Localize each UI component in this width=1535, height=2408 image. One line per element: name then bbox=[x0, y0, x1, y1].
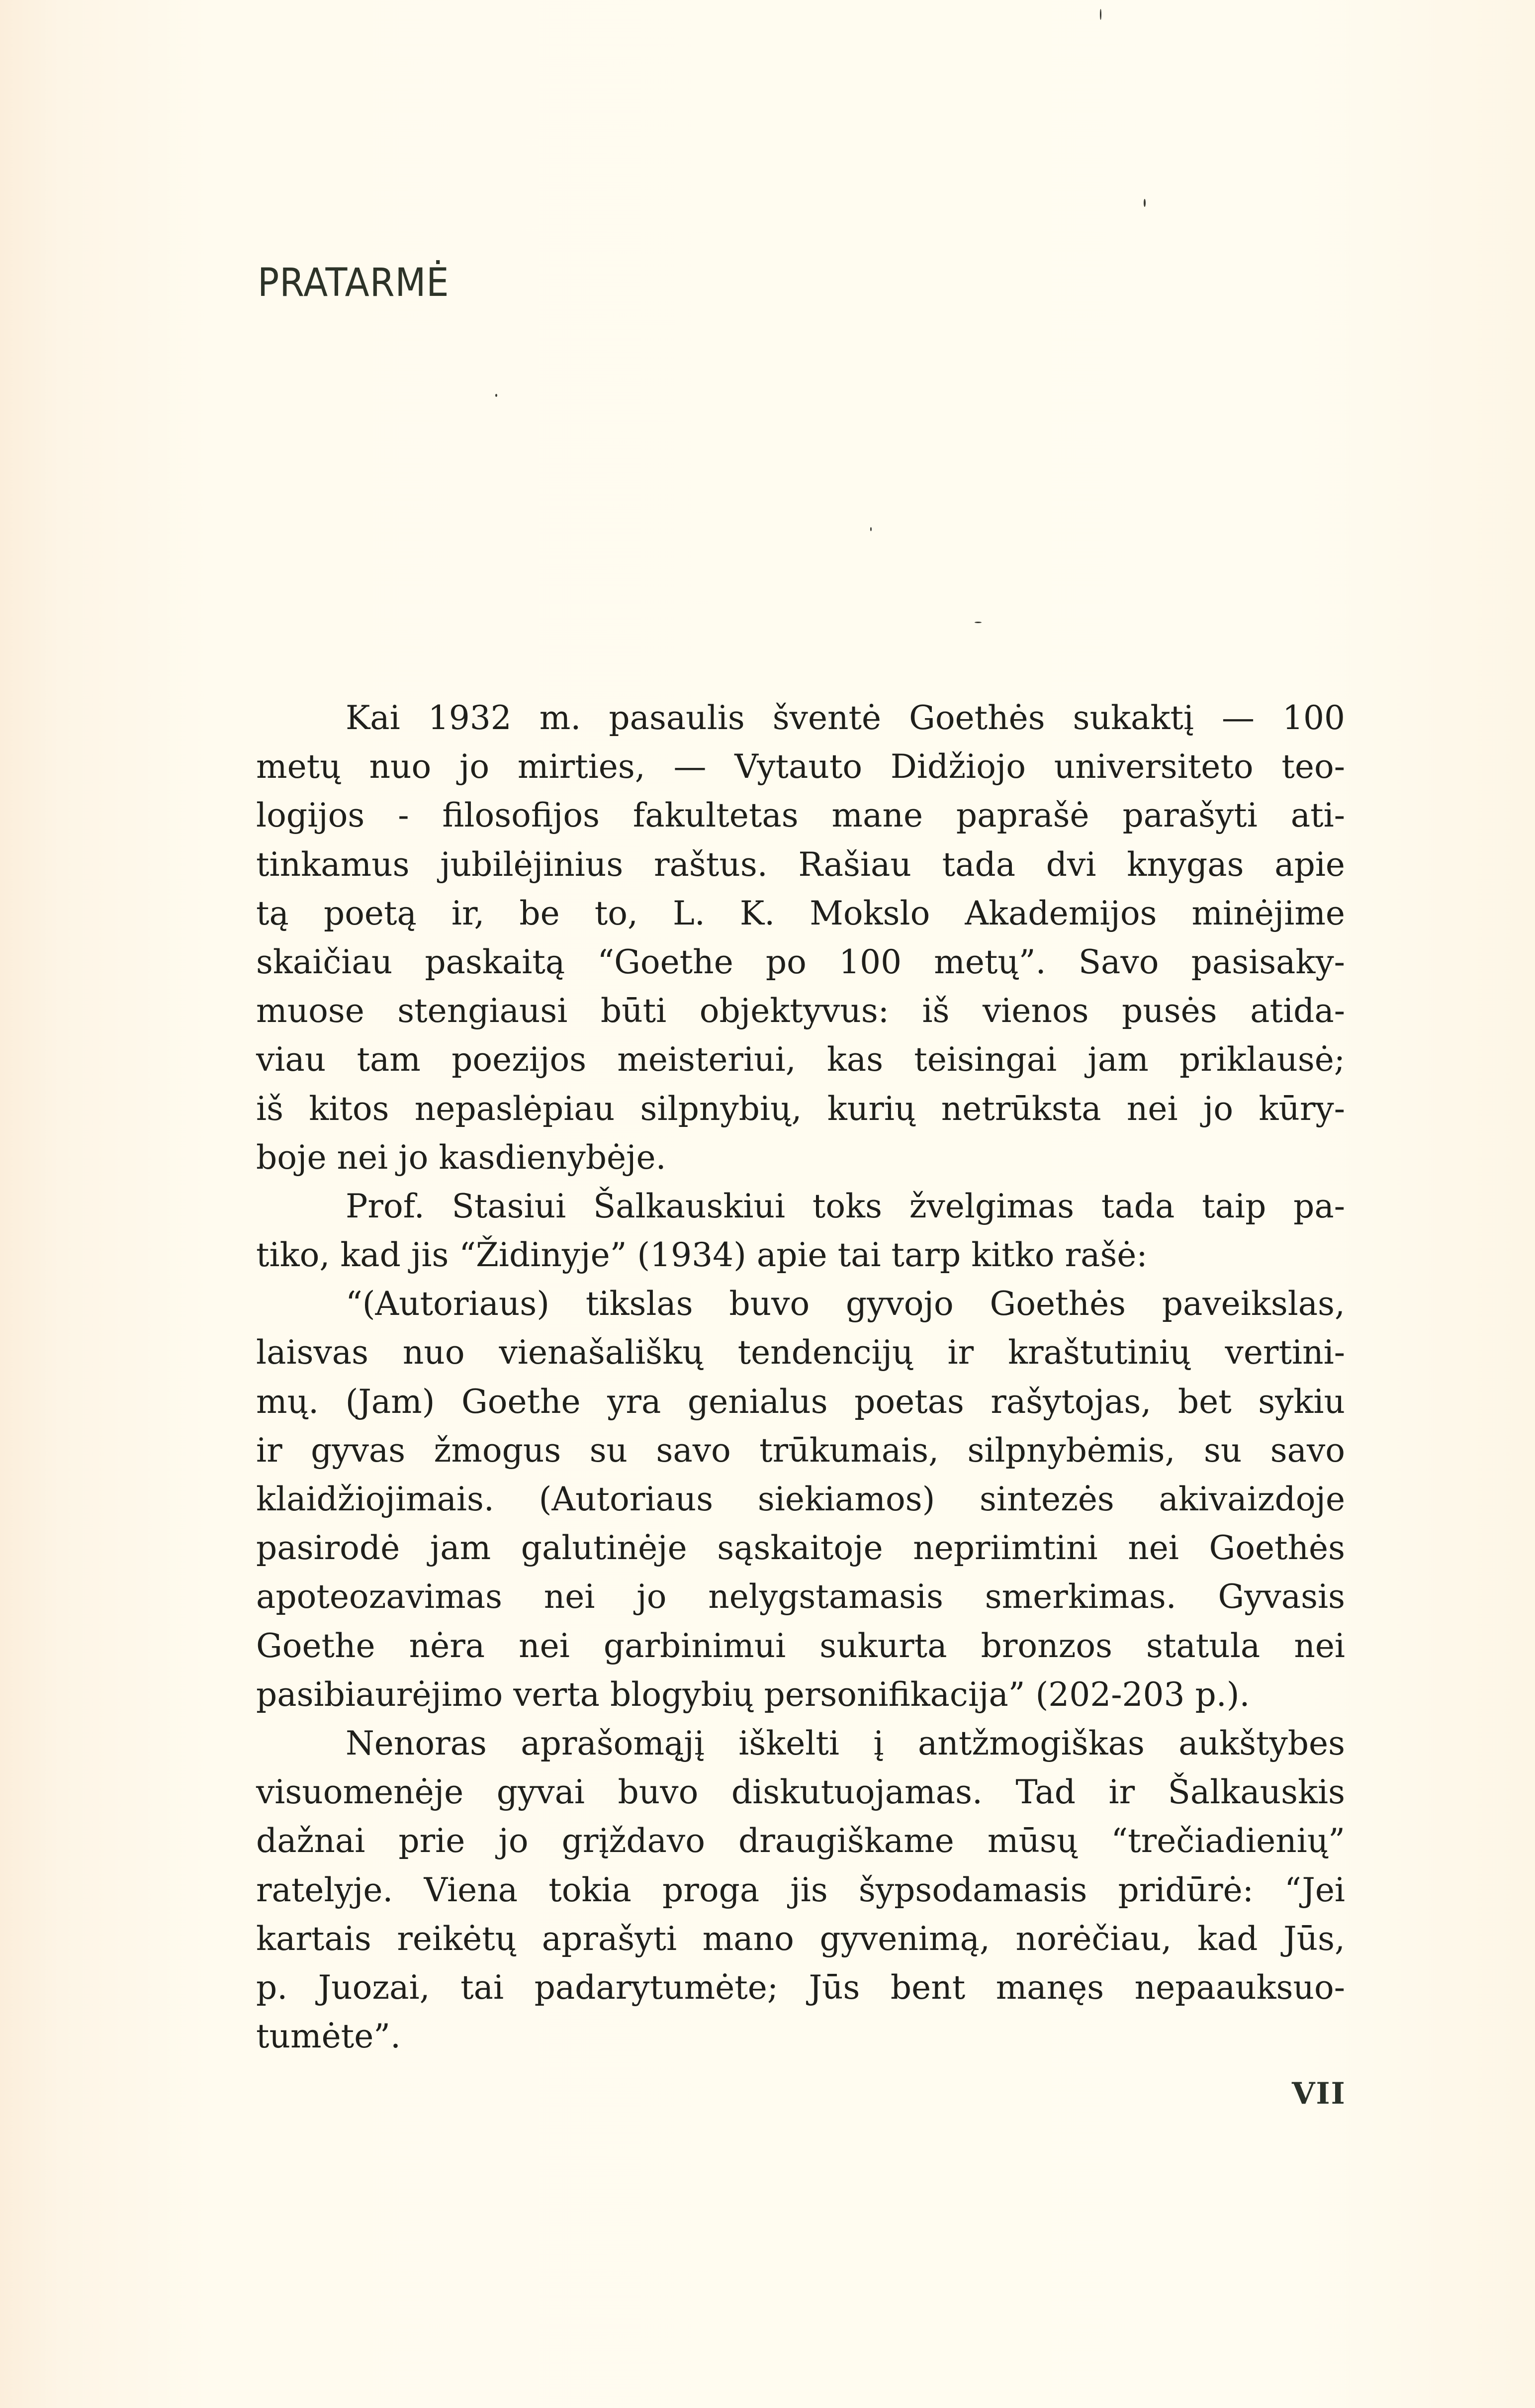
text-line: tiko, kad jis “Židinyje” (1934) apie tai tarp kitko rašė: bbox=[256, 1236, 1148, 1275]
text-line: Kai 1932 m. pasaulis šventė Goethės sukaktį — 100 bbox=[346, 699, 1345, 737]
scan-speck bbox=[870, 527, 872, 531]
quote-line: pasibiaurėjimo verta blogybių personifikacija” (202-203 p.). bbox=[256, 1675, 1250, 1714]
quote-line: ir gyvas žmogus su savo trūkumais, silpnybėmis, su savo bbox=[256, 1431, 1345, 1470]
text-line: tumėte”. bbox=[256, 2017, 401, 2056]
scan-speck bbox=[1144, 199, 1146, 207]
page-heading: PRATARMĖ bbox=[258, 261, 450, 306]
quote-line: apoteozavimas nei jo nelygstamasis smerkimas. Gyvasis bbox=[256, 1577, 1345, 1616]
page-number: VII bbox=[1292, 2076, 1346, 2111]
text-line: tą poetą ir, be to, L. K. Mokslo Akademijos minėjime bbox=[256, 894, 1345, 932]
scan-speck bbox=[975, 622, 982, 623]
quote-line: klaidžiojimais. (Autoriaus siekiamos) sintezės akivaizdoje bbox=[256, 1480, 1345, 1518]
text-line: skaičiau paskaitą “Goethe po 100 metų”. Savo pasisaky- bbox=[256, 942, 1345, 981]
quote-line: pasirodė jam galutinėje sąskaitoje nepriimtini nei Goethės bbox=[256, 1529, 1345, 1568]
text-line: p. Juozai, tai padarytumėte; Jūs bent manęs nepaauksuo- bbox=[256, 1968, 1345, 2007]
text-line: dažnai prie jo grįždavo draugiškame mūsų “trečiadienių” bbox=[256, 1822, 1345, 1860]
quote-line: Goethe nėra nei garbinimui sukurta bronzos statula nei bbox=[256, 1626, 1345, 1665]
text-line: metų nuo jo mirties, — Vytauto Didžiojo universiteto teo- bbox=[256, 747, 1345, 786]
page-body bbox=[256, 694, 1345, 2061]
scan-speck bbox=[1100, 9, 1101, 20]
text-line: Nenoras aprašomąjį iškelti į antžmogiškas aukštybes bbox=[346, 1724, 1345, 1762]
text-line: muose stengiausi būti objektyvus: iš vienos pusės atida- bbox=[256, 992, 1345, 1030]
text-line: boje nei jo kasdienybėje. bbox=[256, 1138, 666, 1177]
quote-line: mų. (Jam) Goethe yra genialus poetas rašytojas, bet sykiu bbox=[256, 1382, 1345, 1421]
text-line: ratelyje. Viena tokia proga jis šypsodamasis pridūrė: “Jei bbox=[256, 1870, 1345, 1909]
text-line: logijos - filosofijos fakultetas mane paprašė parašyti ati- bbox=[256, 796, 1345, 835]
text-line: tinkamus jubilėjinius raštus. Rašiau tada dvi knygas apie bbox=[256, 845, 1345, 884]
text-line: viau tam poezijos meisteriui, kas teisingai jam priklausė; bbox=[256, 1040, 1345, 1079]
text-line: iš kitos nepaslėpiau silpnybių, kurių netrūksta nei jo kūry- bbox=[256, 1089, 1345, 1128]
text-line: Prof. Stasiui Šalkauskiui toks žvelgimas tada taip pa- bbox=[346, 1187, 1345, 1225]
quote-line: “(Autoriaus) tikslas buvo gyvojo Goethės paveikslas, bbox=[346, 1285, 1345, 1323]
quote-line: laisvas nuo vienašališkų tendencijų ir kraštutinių vertini- bbox=[256, 1333, 1345, 1372]
scan-speck bbox=[495, 394, 497, 397]
text-line: visuomenėje gyvai buvo diskutuojamas. Tad ir Šalkauskis bbox=[256, 1773, 1345, 1812]
text-line: kartais reikėtų aprašyti mano gyvenimą, norėčiau, kad Jūs, bbox=[256, 1919, 1345, 1958]
